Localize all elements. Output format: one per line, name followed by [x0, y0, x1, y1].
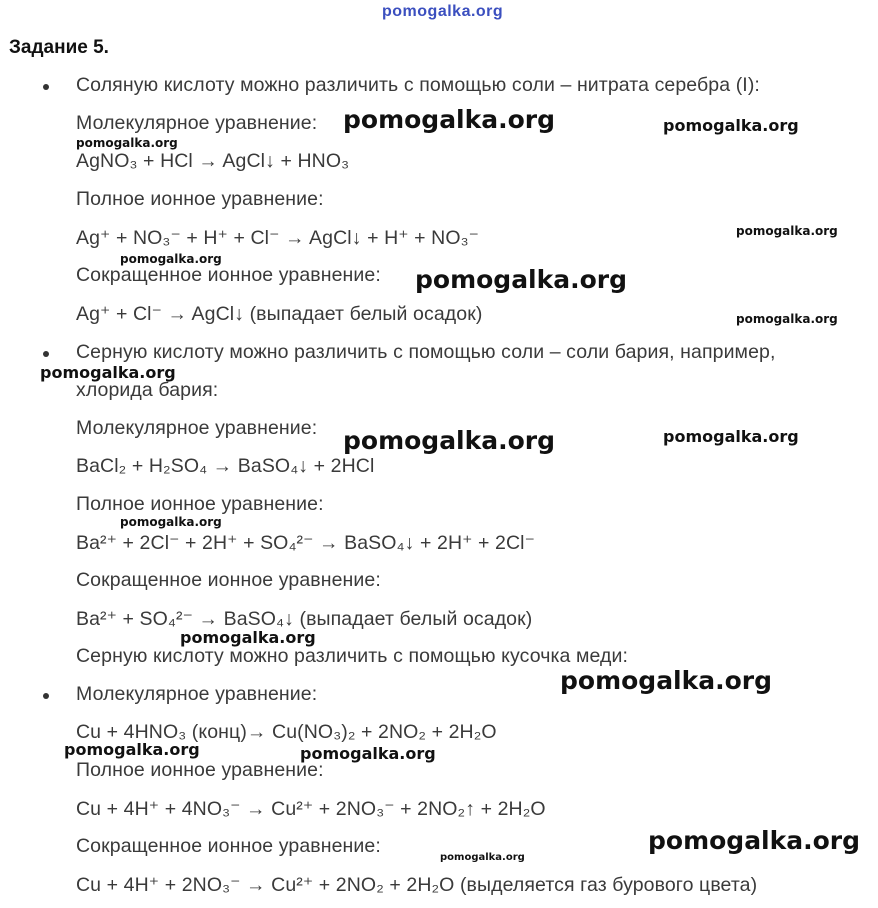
section1-full-label: Полное ионное уравнение:	[76, 188, 324, 210]
section3-short-label: Сокращенное ионное уравнение:	[76, 835, 381, 857]
section1-full-eq: Ag⁺ + NO₃⁻ + H⁺ + Cl⁻ → AgCl↓ + H⁺ + NO₃⁻	[76, 227, 480, 249]
watermark-text: pomogalka.org	[343, 105, 556, 134]
watermark-text: pomogalka.org	[560, 666, 773, 695]
section1-short-label: Сокращенное ионное уравнение:	[76, 264, 381, 286]
bullet-icon	[43, 84, 49, 90]
watermark-text: pomogalka.org	[440, 852, 525, 863]
watermark-text: pomogalka.org	[180, 628, 316, 647]
section2-mol-eq: BaCl₂ + H₂SO₄ → BaSO₄↓ + 2HCl	[76, 455, 375, 477]
section3-mol-eq: Cu + 4HNO₃ (конц)→ Cu(NO₃)₂ + 2NO₂ + 2H₂O	[76, 721, 497, 743]
section1-short-eq: Ag⁺ + Cl⁻ → AgCl↓ (выпадает белый осадок)	[76, 303, 483, 325]
section1-mol-eq: AgNO₃ + HCl → AgCl↓ + HNO₃	[76, 150, 350, 172]
bullet-icon	[43, 351, 49, 357]
watermark-text: pomogalka.org	[415, 265, 628, 294]
watermark-text: pomogalka.org	[736, 312, 838, 326]
watermark-text: pomogalka.org	[120, 515, 222, 529]
section3-mol-label: Молекулярное уравнение:	[76, 683, 318, 705]
section2-mol-label: Молекулярное уравнение:	[76, 417, 318, 439]
section2-intro-line1: Серную кислоту можно различить с помощью соли – соли бария, например,	[76, 341, 776, 363]
bullet-icon	[43, 693, 49, 699]
watermark-text: pomogalka.org	[663, 116, 799, 135]
section1-mol-label: Молекулярное уравнение:	[76, 112, 318, 134]
section3-full-eq: Cu + 4H⁺ + 4NO₃⁻ → Cu²⁺ + 2NO₃⁻ + 2NO₂↑ + 2H₂O	[76, 798, 546, 820]
section2-short-eq: Ba²⁺ + SO₄²⁻ → BaSO₄↓ (выпадает белый осадок)	[76, 608, 533, 630]
section2-full-eq: Ba²⁺ + 2Cl⁻ + 2H⁺ + SO₄²⁻ → BaSO₄↓ + 2H⁺ + 2Cl⁻	[76, 532, 535, 554]
section3-short-eq: Cu + 4H⁺ + 2NO₃⁻ → Cu²⁺ + 2NO₂ + 2H₂O (выделяется газ бурового цвета)	[76, 874, 758, 896]
watermark-text: pomogalka.org	[120, 252, 222, 266]
section2-copper-note: Серную кислоту можно различить с помощью кусочка меди:	[76, 645, 628, 667]
watermark-text: pomogalka.org	[40, 363, 176, 382]
section2-full-label: Полное ионное уравнение:	[76, 493, 324, 515]
watermark-text: pomogalka.org	[736, 224, 838, 238]
watermark-text: pomogalka.org	[76, 136, 178, 150]
site-watermark-top: pomogalka.org	[382, 3, 504, 20]
watermark-text: pomogalka.org	[663, 427, 799, 446]
section3-full-label: Полное ионное уравнение:	[76, 759, 324, 781]
watermark-text: pomogalka.org	[300, 744, 436, 763]
section2-intro-line2: хлорида бария:	[76, 379, 219, 401]
section1-intro: Соляную кислоту можно различить с помощью соли – нитрата серебра (I):	[76, 74, 760, 96]
watermark-text: pomogalka.org	[343, 426, 556, 455]
section2-short-label: Сокращенное ионное уравнение:	[76, 569, 381, 591]
task-title: Задание 5.	[9, 37, 109, 58]
watermark-text: pomogalka.org	[648, 826, 861, 855]
watermark-text: pomogalka.org	[64, 740, 200, 759]
